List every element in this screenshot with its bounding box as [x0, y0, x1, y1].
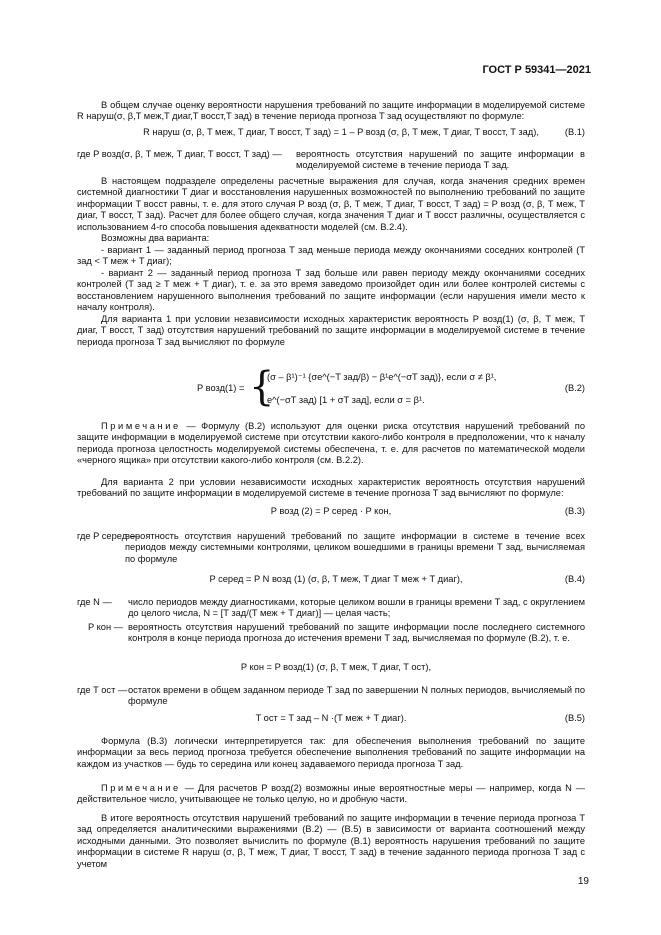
page-number: 19	[577, 876, 589, 887]
formula-b5-expression: T ост = T зад – N ·(T меж + T диаг).	[255, 713, 407, 723]
formula-b2-lhs: P возд(1) =	[197, 383, 245, 393]
paragraph-text: В настоящем подразделе определены расчетные выражения для случая, когда значения средних времен системной диагностики T диаг и восстановления нарушенных возможностей по выполнению требований по защите информации T восст равны, т. е. для этого случая P возд (σ, β, T меж, T диаг, T восст, T зад) = P возд (σ, β, T меж, T диаг, T восст, T зад). Расчет для более общего случая, когда значения T диаг и T восст различны, осуществляется с использованием 4-го способа повышения адекватности моделей (см. В.2.4).	[77, 176, 585, 232]
formula-b4	[77, 574, 585, 585]
definition-symbol: где P возд(σ, β, T меж, T диаг, T восст, T зад) —	[77, 149, 282, 159]
paragraph-text: Формула (В.3) логически интерпретируется так: для обеспечения выполнения требований по защите информации за весь период прогноза требуется обеспечение выполнения требований по защите информации на каждом из участков — будь то середина или конец задаваемого периода прогноза T зад.	[77, 736, 585, 769]
paragraph-text: Для варианта 1 при условии независимости исходных характеристик вероятность P возд(1) (σ, β, T меж, T диаг, T восст, T зад) отсутствия нарушений требований по защите информации в моделируемой системе в течение периода прогноза T зад вычисляют по формуле	[77, 314, 585, 347]
formula-b3-expression: P возд (2) = P серед · P кон,	[270, 506, 392, 516]
definition-n	[77, 597, 585, 621]
formula-b2-case-2: e^(−σT зад) [1 + σT зад], если σ = β¹.	[267, 395, 425, 405]
formula-b5-number: (В.5)	[564, 713, 585, 723]
paragraph-conclusion	[77, 813, 585, 870]
formula-b2-brace: {	[249, 364, 275, 410]
document-header: ГОСТ Р 59341—2021	[482, 64, 591, 76]
definition-p-kon	[77, 622, 585, 658]
definition-symbol: где T ост —	[77, 685, 128, 695]
formula-b1-number: (В.1)	[564, 127, 585, 137]
formula-b4-expression: P серед = P N возд (1) (σ, β, T меж, T диаг T меж + T диаг),	[209, 574, 463, 584]
formula-b2	[77, 364, 585, 414]
paragraph-variant-1-formula-intro	[77, 314, 585, 348]
definition-text: вероятность отсутствия нарушений требований по защите информации в системе в течение всех периодов между системными контролями, целиком вошедшими в границы времени T зад, вычисляемая по формуле	[125, 531, 585, 564]
paragraph-text: В общем случае оценку вероятности нарушения требований по защите информации в моделируемой системе R наруш(σ, β,T меж,T диаг,T восст,T зад) в течение периода прогноза T зад осуществляют по формуле:	[77, 100, 585, 122]
definition-p-sered	[77, 531, 585, 567]
formula-p-kon	[77, 662, 585, 673]
definition-text: вероятность отсутствия нарушений по защите информации в моделируемой системе в течение периода T зад.	[296, 149, 585, 171]
definition-text: остаток времени в общем заданном периоде T зад по завершении N полных периодов, вычисляемый по формуле	[128, 685, 585, 707]
formula-p-kon-expression: P кон = P возд(1) (σ, β, T меж, T диаг, T ост),	[240, 662, 432, 672]
paragraph-variant-2	[77, 268, 585, 314]
formula-b2-case-1: (σ – β¹)⁻¹ {σe^(−T зад/β) − β¹e^(−σT зад)}, если σ ≠ β¹,	[267, 372, 497, 382]
definition-p-vozd	[77, 149, 585, 173]
paragraph-text: - вариант 1 — заданный период прогноза T зад меньше периода между окончаниями соседних контролей (T зад < T меж + T диаг);	[77, 245, 585, 267]
note-label: Примечание	[101, 421, 181, 431]
paragraph-text: Для варианта 2 при условии независимости исходных характеристик вероятность отсутствия нарушений требований по защите информации в моделируемой системе в течение прогноза T зад вычисляют по формуле:	[77, 477, 585, 499]
paragraph-text: В итоге вероятность отсутствия нарушений требований по защите информации в течение периода прогноза T зад определяется аналитическими выражениями (В.2) — (В.5) в зависимости от варианта соотношений между исходными данными. Это позволяет вычислить по формуле (В.1) вероятность нарушения требований по защите информации в системе R наруш (σ, β, T меж, T диаг, T восст, T зад) в течение заданного периода прогноза T зад с учетом	[77, 813, 585, 869]
note-label: Примечание	[101, 783, 181, 793]
note-text: — Формулу (В.2) используют для оценки риска отсутствия нарушений требований по защите информации в моделируемой системе при отсутствии какого-либо контроля в предположении, что к началу периода прогноза целостность моделируемой системы обеспечена, т. е. для расчетов по математической модели «черного ящика» при отсутствии какого-либо контроля (см. В.2.2).	[77, 421, 585, 466]
paragraph-intro	[77, 100, 585, 123]
paragraph-variant-2-formula-intro	[77, 477, 585, 500]
paragraph-interpretation	[77, 736, 585, 770]
paragraph-variants-intro	[77, 233, 585, 244]
definition-text: вероятность отсутствия нарушений требований по защите информации после последнего системного контроля в конце периода прогноза до истечения времени T зад, вычисляемая по формуле (В.2), т. е.	[128, 622, 585, 644]
paragraph-text: Возможны два варианта:	[101, 233, 210, 243]
formula-b1-expression: R наруш (σ, β, T меж, T диаг, T восст, T зад) = 1 – P возд (σ, β, T меж, T диаг, T восст, T зад),	[143, 127, 539, 137]
formula-b2-number: (В.2)	[564, 383, 585, 393]
definition-text: число периодов между диагностиками, которые целиком вошли в границы времени T зад, с округлением до целого числа, N = [T зад/(T меж + T диаг)] — целая часть;	[128, 597, 585, 619]
definition-symbol: P кон —	[88, 622, 123, 632]
definition-symbol: где P серед —	[77, 531, 140, 541]
note-2	[77, 783, 585, 806]
formula-b3-number: (В.3)	[564, 506, 585, 516]
definition-symbol: где N —	[77, 597, 112, 607]
formula-b1	[77, 127, 585, 138]
note-1	[77, 421, 585, 467]
definition-t-ost	[77, 685, 585, 709]
formula-b4-number: (В.4)	[564, 574, 585, 584]
formula-b5	[77, 713, 585, 724]
paragraph-text: - вариант 2 — заданный период прогноза T зад больше или равен периоду между окончаниями соседних контролей (T зад ≥ T меж + T диаг), т. е. за это время заведомо произойдет один или более контролей системы с восстановлением нарушенного выполнения требований по защите информации (если нарушения имели место к началу контроля).	[77, 268, 585, 313]
paragraph-subsection	[77, 176, 585, 233]
note-text: — Для расчетов P возд(2) возможны иные вероятностные меры — например, когда N — действительное число, учитывающее не только целую, но и дробную части.	[77, 783, 585, 805]
paragraph-variant-1	[77, 245, 585, 268]
formula-b3	[77, 506, 585, 517]
